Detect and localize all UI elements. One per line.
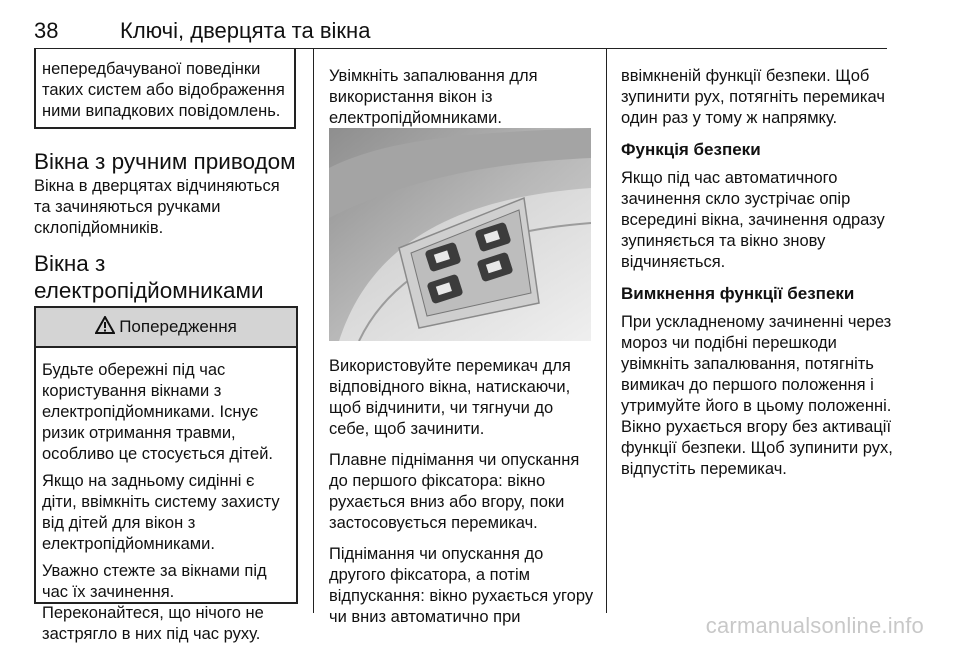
warning-triangle-icon [95,316,115,339]
stop-movement-text: ввімкненій функції безпеки. Щоб зупинити рух, потягніть перемикач один раз у тому ж напрямку. [621,67,885,127]
warning-title: Попередження [119,317,237,336]
window-switch-illustration [329,128,591,341]
safety-function-heading: Функція безпеки [621,140,761,159]
warning-paragraph: Будьте обережні під час користування вікнами з електропідйомниками. Існує ризик отримання травми, особливо це стосується дітей. [42,361,273,463]
first-detent-text: Плавне піднімання чи опускання до першого фіксатора: вікно рухається вниз або вгору, поки застосовується перемикач. [329,451,580,532]
ignition-intro: Увімкніть запалювання для використання вікон із електропідйомниками. [329,67,538,127]
column-divider-2 [606,49,607,613]
warning-paragraph: Уважно стежте за вікнами під час їх зачинення. Переконайтеся, що нічого не застрягло в них під час руху. [42,562,267,643]
page-number: 38 [34,18,59,43]
column3-text [621,66,893,490]
warning-body [36,348,296,645]
warning-box [34,306,298,643]
switch-usage-text: Використовуйте перемикач для відповідного вікна, натискаючи, щоб відчинити, чи тягнучи до себе, щоб зачинити. [329,357,571,438]
electric-windows-heading: Вікна з електропідйомниками [34,251,264,303]
column-divider-1 [313,49,314,613]
page-title: Ключі, дверцята та вікна [120,18,371,43]
warning-header [36,308,296,348]
continued-warning-text: непередбачуваної поведінки таких систем або відображення ними випадкових повідомлень. [42,60,285,120]
disable-safety-text: При ускладненому зачиненні через мороз чи подібні перешкоди увімкніть запалювання, потягніть вимикач до першого положення і утримуйте його в цьому положенні. Вікно рухається вгору без активації функції безпеки. Щоб зупинити рух, відпустіть перемикач. [621,313,893,478]
watermark: carmanualsonline.info [705,613,924,638]
disable-safety-heading: Вимкнення функції безпеки [621,284,855,303]
manual-windows-heading: Вікна з ручним приводом [34,149,296,174]
safety-function-text: Якщо під час автоматичного зачинення скло зустрічає опір всередині вікна, зачинення одразу зупиняється та вікно знову відчиняється. [621,169,885,271]
warning-paragraph: Якщо на задньому сидінні є діти, ввімкніть систему захисту від дітей для вікон з електропідйомниками. [42,472,280,553]
second-detent-text: Піднімання чи опускання до другого фіксатора, а потім відпускання: вікно рухається угору чи вниз автоматично при [329,545,594,626]
continued-warning-box [34,49,296,129]
column2-text [329,356,595,638]
manual-windows-text: Вікна в дверцятах відчиняються та зачиняються ручками склопідйомників. [34,177,280,237]
